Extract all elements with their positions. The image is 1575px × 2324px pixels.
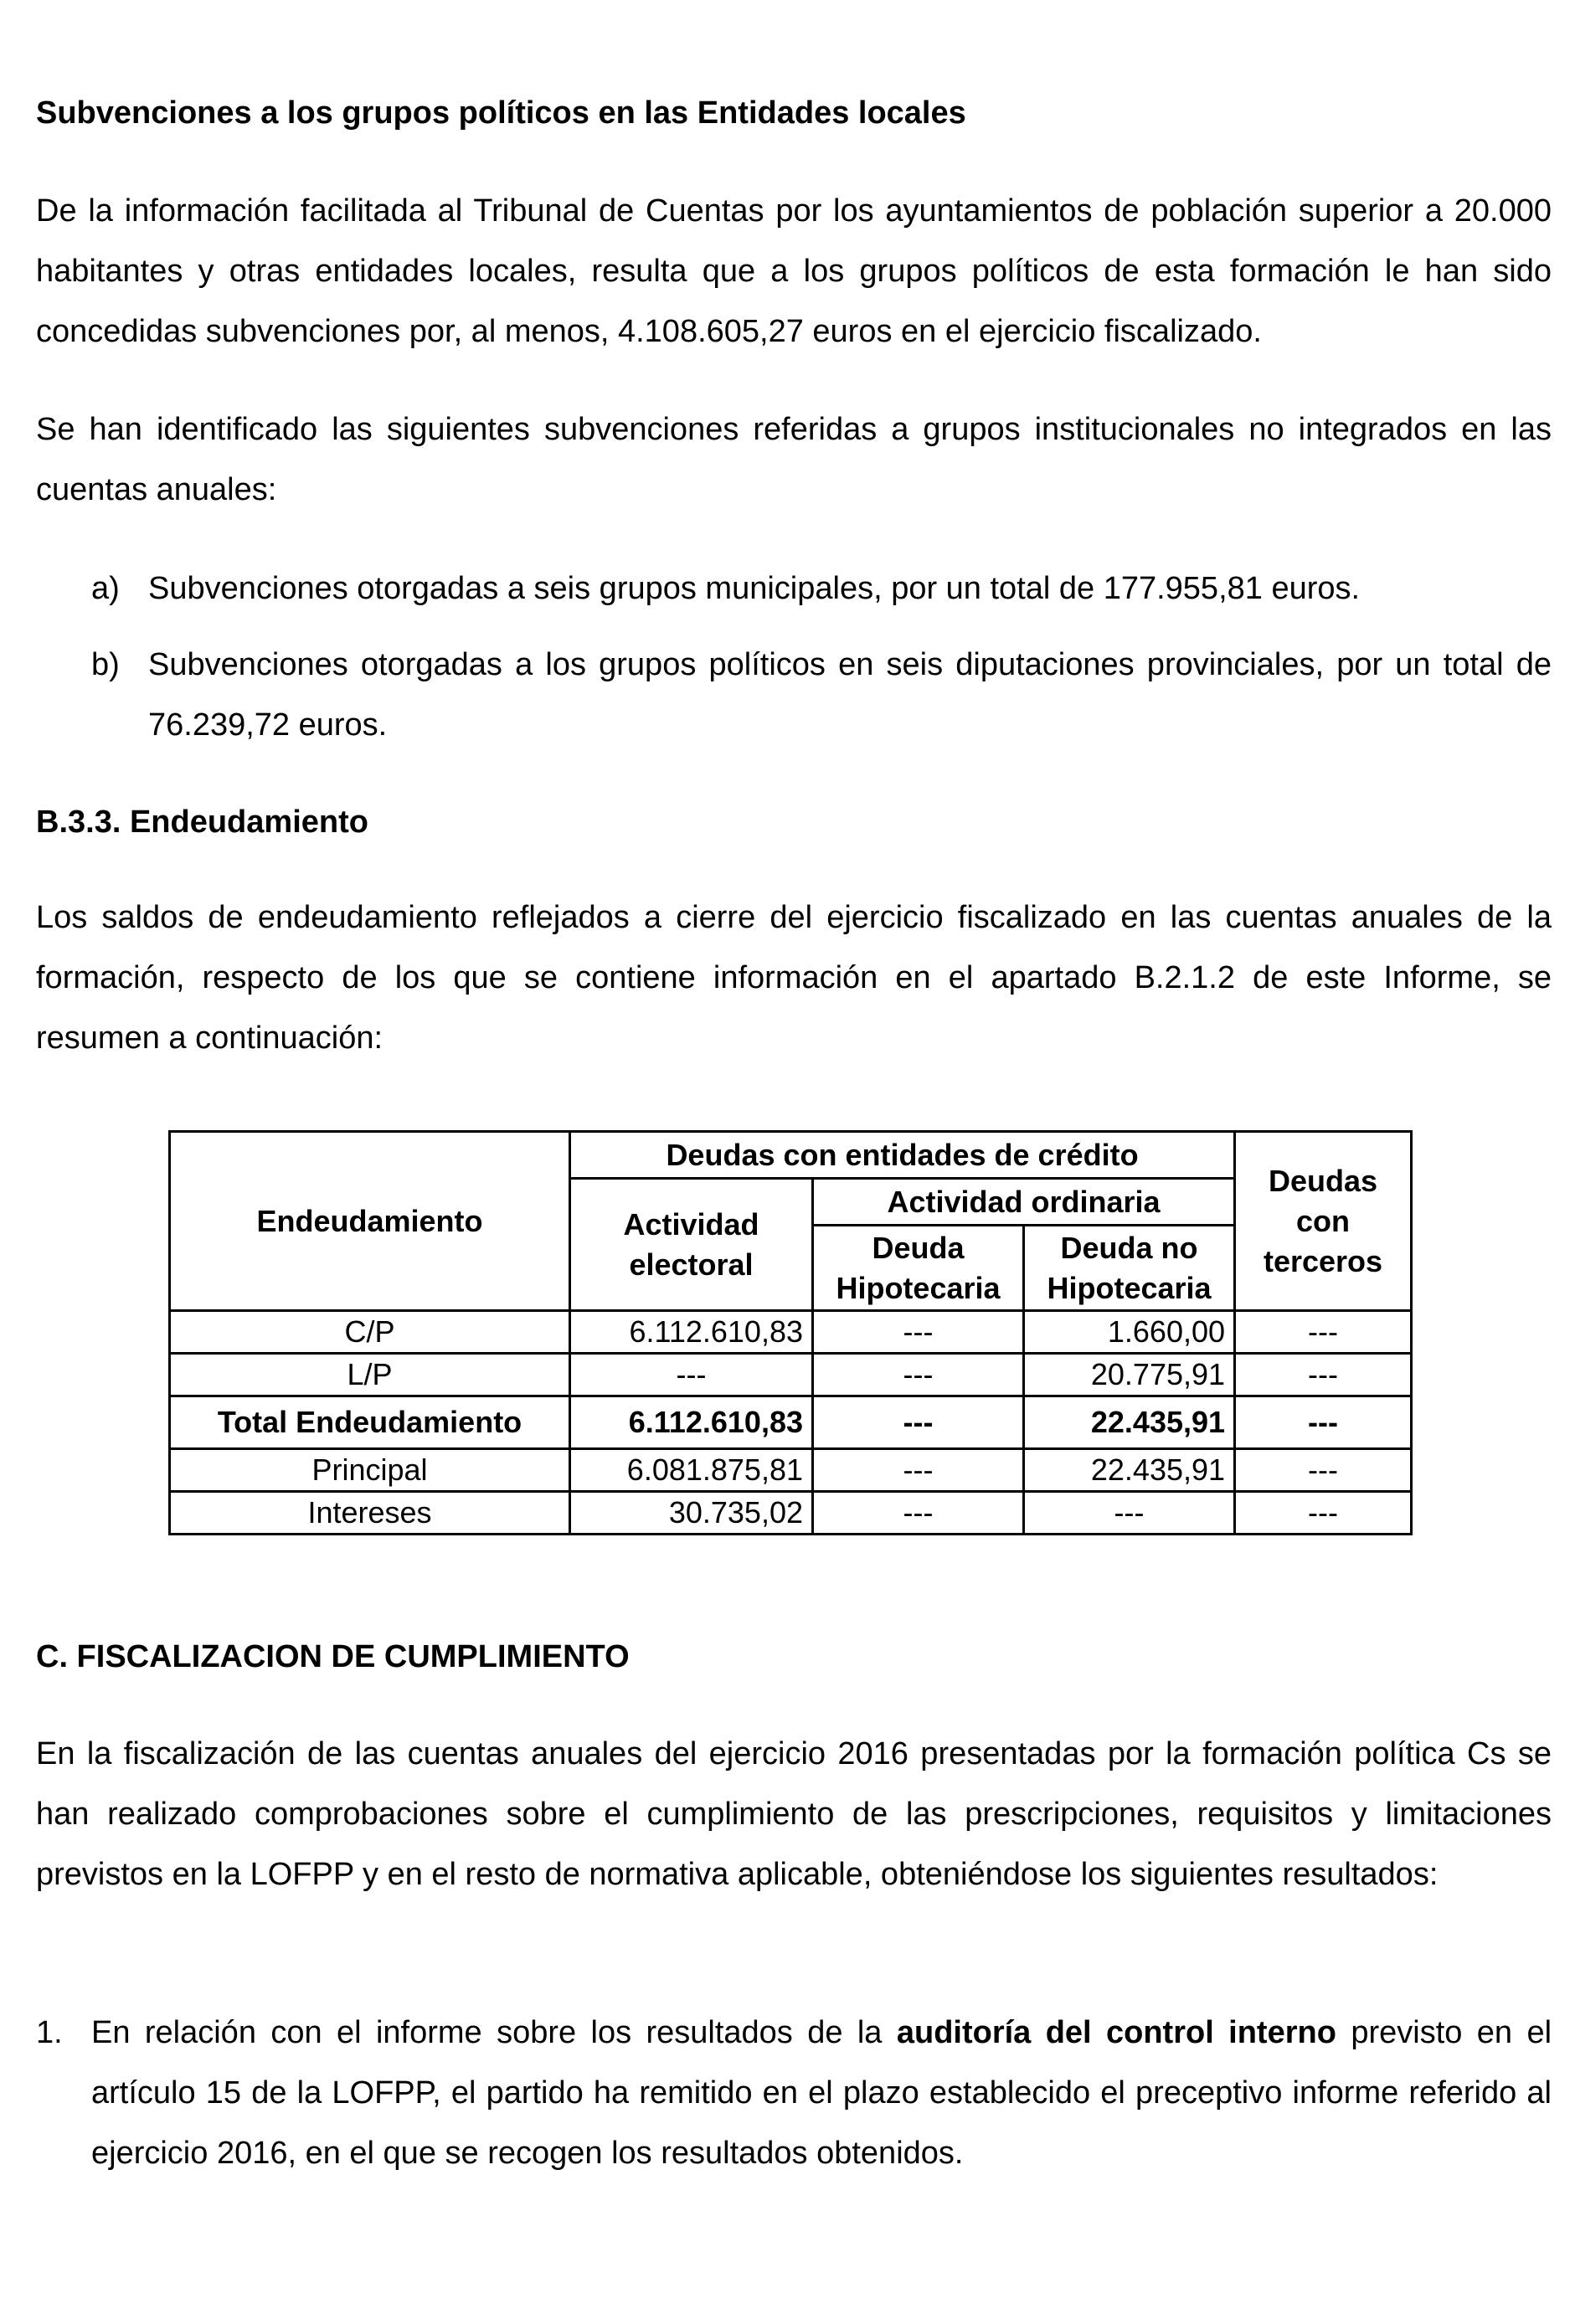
- section-heading-fiscalizacion: C. FISCALIZACION DE CUMPLIMIENTO: [36, 1639, 630, 1674]
- cell-electoral: 30.735,02: [570, 1492, 813, 1535]
- cell-terceros: ---: [1235, 1311, 1412, 1354]
- row-label: C/P: [170, 1311, 570, 1354]
- list-item-b: Subvenciones otorgadas a los grupos políticos en seis diputaciones provinciales, por un total de 76.239,72 euros.: [148, 647, 1552, 743]
- table-row: [170, 1449, 1412, 1492]
- paragraph-fiscalizacion: En la fiscalización de las cuentas anuales del ejercicio 2016 presentadas por la formación política Cs se han realizado comprobaciones sobre el cumplimiento de las prescripciones, requisitos y limitaciones previstos en la LOFPP y en el resto de normativa aplicable, obteniéndose los siguientes resultados:: [36, 1736, 1552, 1892]
- header-actividad-ordinaria: Actividad ordinaria: [813, 1179, 1235, 1226]
- list-item-1: [91, 2003, 1552, 2183]
- cell-electoral: ---: [570, 1354, 813, 1396]
- header-deuda-no-hipotecaria: Deuda no Hipotecaria: [1024, 1226, 1235, 1311]
- cell-electoral: 6.112.610,83: [570, 1396, 813, 1449]
- row-label: Principal: [170, 1449, 570, 1492]
- cell-terceros: ---: [1235, 1449, 1412, 1492]
- table-row: [170, 1354, 1412, 1396]
- cell-hipotecaria: ---: [813, 1492, 1024, 1535]
- table-row: [170, 1311, 1412, 1354]
- cell-hipotecaria: ---: [813, 1311, 1024, 1354]
- table-row-total: [170, 1396, 1412, 1449]
- row-label: L/P: [170, 1354, 570, 1396]
- list-item-1-text-before: En relación con el informe sobre los resultados de la: [91, 2015, 897, 2050]
- list-item-a: Subvenciones otorgadas a seis grupos municipales, por un total de 177.955,81 euros.: [148, 571, 1361, 606]
- list-item-1-text-bold: auditoría del control interno: [896, 2015, 1336, 2050]
- cell-electoral: 6.112.610,83: [570, 1311, 813, 1354]
- paragraph-subvenciones-identificadas: Se han identificado las siguientes subvenciones referidas a grupos institucionales no integrados en las cuentas anuales:: [36, 412, 1552, 507]
- paragraph-subvenciones-info: De la información facilitada al Tribunal de Cuentas por los ayuntamientos de población superior a 20.000 habitantes y otras entidades locales, resulta que a los grupos políticos de esta formación le han sido concedidas subvenciones por, al menos, 4.108.605,27 euros en el ejercicio fiscalizado.: [36, 193, 1552, 349]
- cell-no-hipotecaria: 20.775,91: [1024, 1354, 1235, 1396]
- cell-no-hipotecaria: 22.435,91: [1024, 1449, 1235, 1492]
- row-label: Total Endeudamiento: [170, 1396, 570, 1449]
- header-deudas-terceros: Deudas con terceros: [1235, 1132, 1412, 1311]
- list-marker-a: a): [91, 571, 120, 606]
- row-label: Intereses: [170, 1492, 570, 1535]
- list-marker-1: 1.: [36, 2015, 63, 2050]
- cell-hipotecaria: ---: [813, 1449, 1024, 1492]
- table-row: [170, 1492, 1412, 1535]
- debt-table: [168, 1130, 1413, 1535]
- list-marker-b: b): [91, 647, 120, 682]
- cell-hipotecaria: ---: [813, 1396, 1024, 1449]
- section-heading-subvenciones: Subvenciones a los grupos políticos en las Entidades locales: [36, 95, 966, 131]
- list-item-1-text-after: previsto en el artículo 15 de la LOFPP, el partido ha remitido en el plazo establecido el preceptivo informe referido al ejercicio 2016, en el que se recogen los resultados obtenidos.: [91, 2015, 1552, 2171]
- header-endeudamiento: Endeudamiento: [170, 1132, 570, 1311]
- cell-electoral: 6.081.875,81: [570, 1449, 813, 1492]
- section-heading-endeudamiento: B.3.3. Endeudamiento: [36, 805, 368, 840]
- cell-terceros: ---: [1235, 1396, 1412, 1449]
- cell-no-hipotecaria: ---: [1024, 1492, 1235, 1535]
- cell-terceros: ---: [1235, 1354, 1412, 1396]
- header-deuda-hipotecaria: Deuda Hipotecaria: [813, 1226, 1024, 1311]
- paragraph-endeudamiento: Los saldos de endeudamiento reflejados a cierre del ejercicio fiscalizado en las cuentas anuales de la formación, respecto de los que se contiene información en el apartado B.2.1.2 de este Informe, se resumen a continuación:: [36, 900, 1552, 1056]
- header-actividad-electoral: Actividad electoral: [570, 1179, 813, 1311]
- cell-no-hipotecaria: 1.660,00: [1024, 1311, 1235, 1354]
- cell-terceros: ---: [1235, 1492, 1412, 1535]
- header-deudas-entidades-credito: Deudas con entidades de crédito: [570, 1132, 1235, 1179]
- cell-no-hipotecaria: 22.435,91: [1024, 1396, 1235, 1449]
- cell-hipotecaria: ---: [813, 1354, 1024, 1396]
